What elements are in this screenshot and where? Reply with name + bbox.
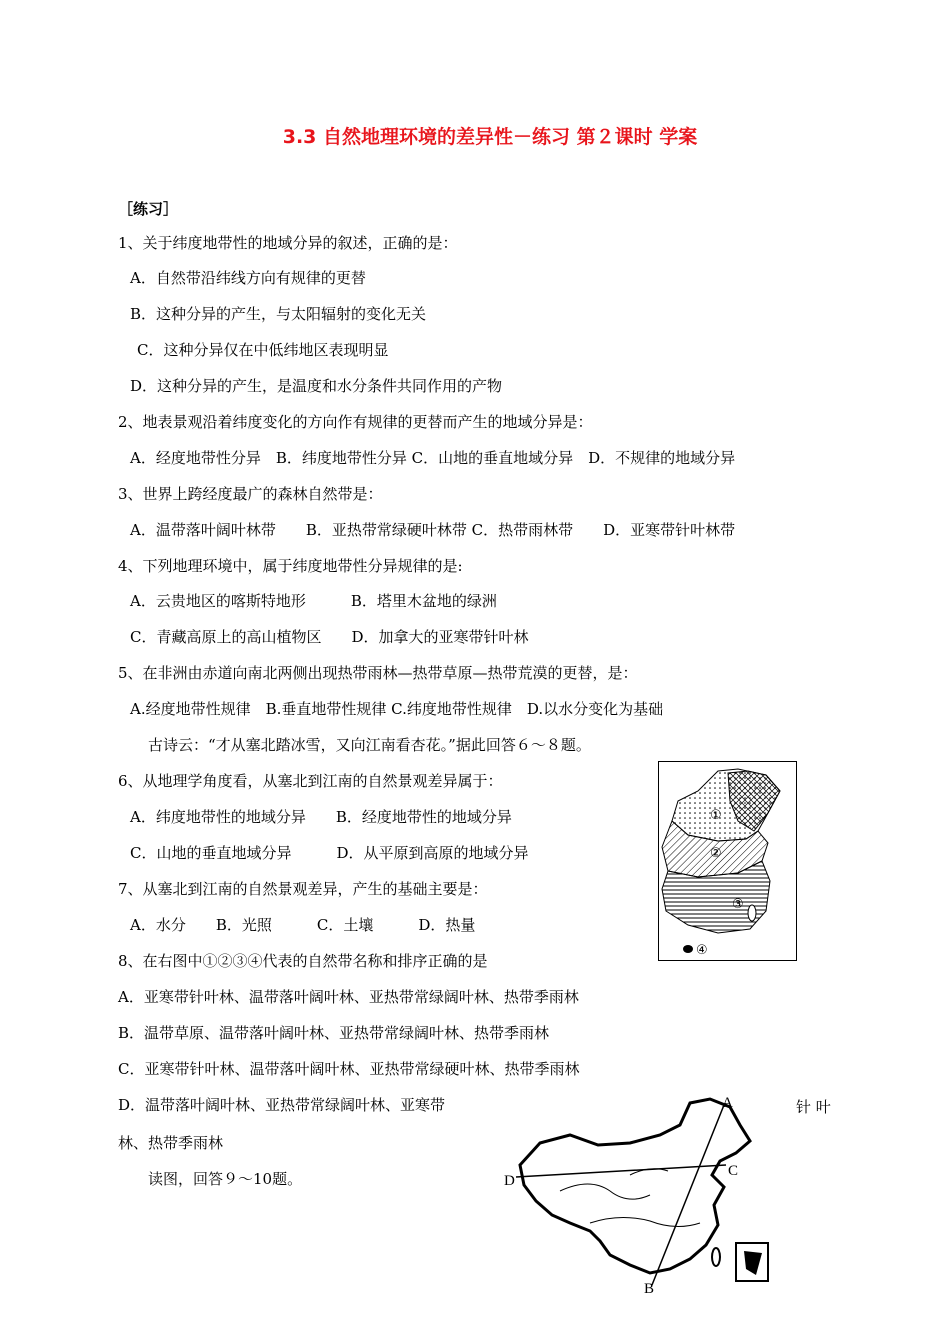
question-6-options-cd: C．山地的垂直地域分异 D．从平原到高原的地域分异 [130,844,529,862]
question-8-option-a: A．亚寒带针叶林、温带落叶阔叶林、亚热带常绿阔叶林、热带季雨林 [118,988,579,1006]
question-1-option-b: B．这种分异的产生，与太阳辐射的变化无关 [130,305,427,323]
question-7-options: A．水分 B．光照 C．土壤 D．热量 [130,916,476,934]
question-6-options-ab: A．纬度地带性的地域分异 B．经度地带性的地域分异 [130,808,512,826]
question-4-stem: 4、下列地理环境中，属于纬度地带性分异规律的是: [118,557,463,575]
map-reading-prompt: 读图，回答９～10题。 [148,1170,303,1188]
question-8-option-d-continued: 针 叶 [796,1098,831,1116]
question-1-stem: 1、关于纬度地带性的地域分异的叙述，正确的是： [118,234,458,252]
question-8-option-d-end: 林、热带季雨林 [118,1134,224,1152]
question-3-options: A．温带落叶阔叶林带 B．亚热带常绿硬叶林带 C．热带雨林带 D．亚寒带针叶林带 [130,521,736,539]
point-label-d: D [504,1173,515,1189]
question-3-stem: 3、世界上跨经度最广的森林自然带是： [118,485,383,503]
zone-label-3: ③ [732,897,744,912]
china-natural-zone-map [658,761,797,961]
question-6-stem: 6、从地理学角度看，从塞北到江南的自然景观差异属于： [118,772,503,790]
poem-prompt: 古诗云：“才从塞北踏冰雪，又向江南看杏花。”据此回答６～８题。 [148,736,591,754]
question-8-option-d: D．温带落叶阔叶林、亚热带常绿阔叶林、亚寒带 [118,1096,446,1114]
question-1-option-c: C．这种分异仅在中低纬地区表现明显 [137,341,389,359]
question-4-options-cd: C．青藏高原上的高山植物区 D．加拿大的亚寒带针叶林 [130,628,529,646]
question-2-stem: 2、地表景观沿着纬度变化的方向作有规律的更替而产生的地域分异是： [118,413,593,431]
page-title: 3.3 自然地理环境的差异性－练习 第２课时 学案 [282,126,698,148]
question-7-stem: 7、从塞北到江南的自然景观差异，产生的基础主要是： [118,880,488,898]
question-5-options: A.经度地带性规律 B.垂直地带性规律 C.纬度地带性规律 D.以水分变化为基础 [130,700,664,718]
question-2-options: A．经度地带性分异 B．纬度地带性分异 C．山地的垂直地域分异 D．不规律的地域分异 [130,449,736,467]
question-1-option-d: D．这种分异的产生，是温度和水分条件共同作用的产物 [130,377,503,395]
question-4-options-ab: A．云贵地区的喀斯特地形 B．塔里木盆地的绿洲 [130,592,497,610]
zone-label-1: ① [710,808,722,823]
zone-label-2: ② [710,846,722,861]
question-8-stem: 8、在右图中①②③④代表的自然带名称和排序正确的是 [118,952,488,970]
point-label-c: C [728,1163,739,1179]
point-label-b: B [644,1281,655,1295]
question-1-option-a: A．自然带沿纬线方向有规律的更替 [130,269,366,287]
question-5-stem: 5、在非洲由赤道向南北两侧出现热带雨林—热带草原—热带荒漠的更替，是： [118,664,638,682]
question-8-option-b: B．温带草原、温带落叶阔叶林、亚热带常绿阔叶林、热带季雨林 [118,1024,550,1042]
china-profile-map [500,1095,780,1295]
zone-label-4: ④ [696,943,708,958]
section-heading: ［练习］ [118,200,179,218]
point-label-a: A [722,1095,733,1111]
question-8-option-c: C．亚寒带针叶林、温带落叶阔叶林、亚热带常绿硬叶林、热带季雨林 [118,1060,580,1078]
